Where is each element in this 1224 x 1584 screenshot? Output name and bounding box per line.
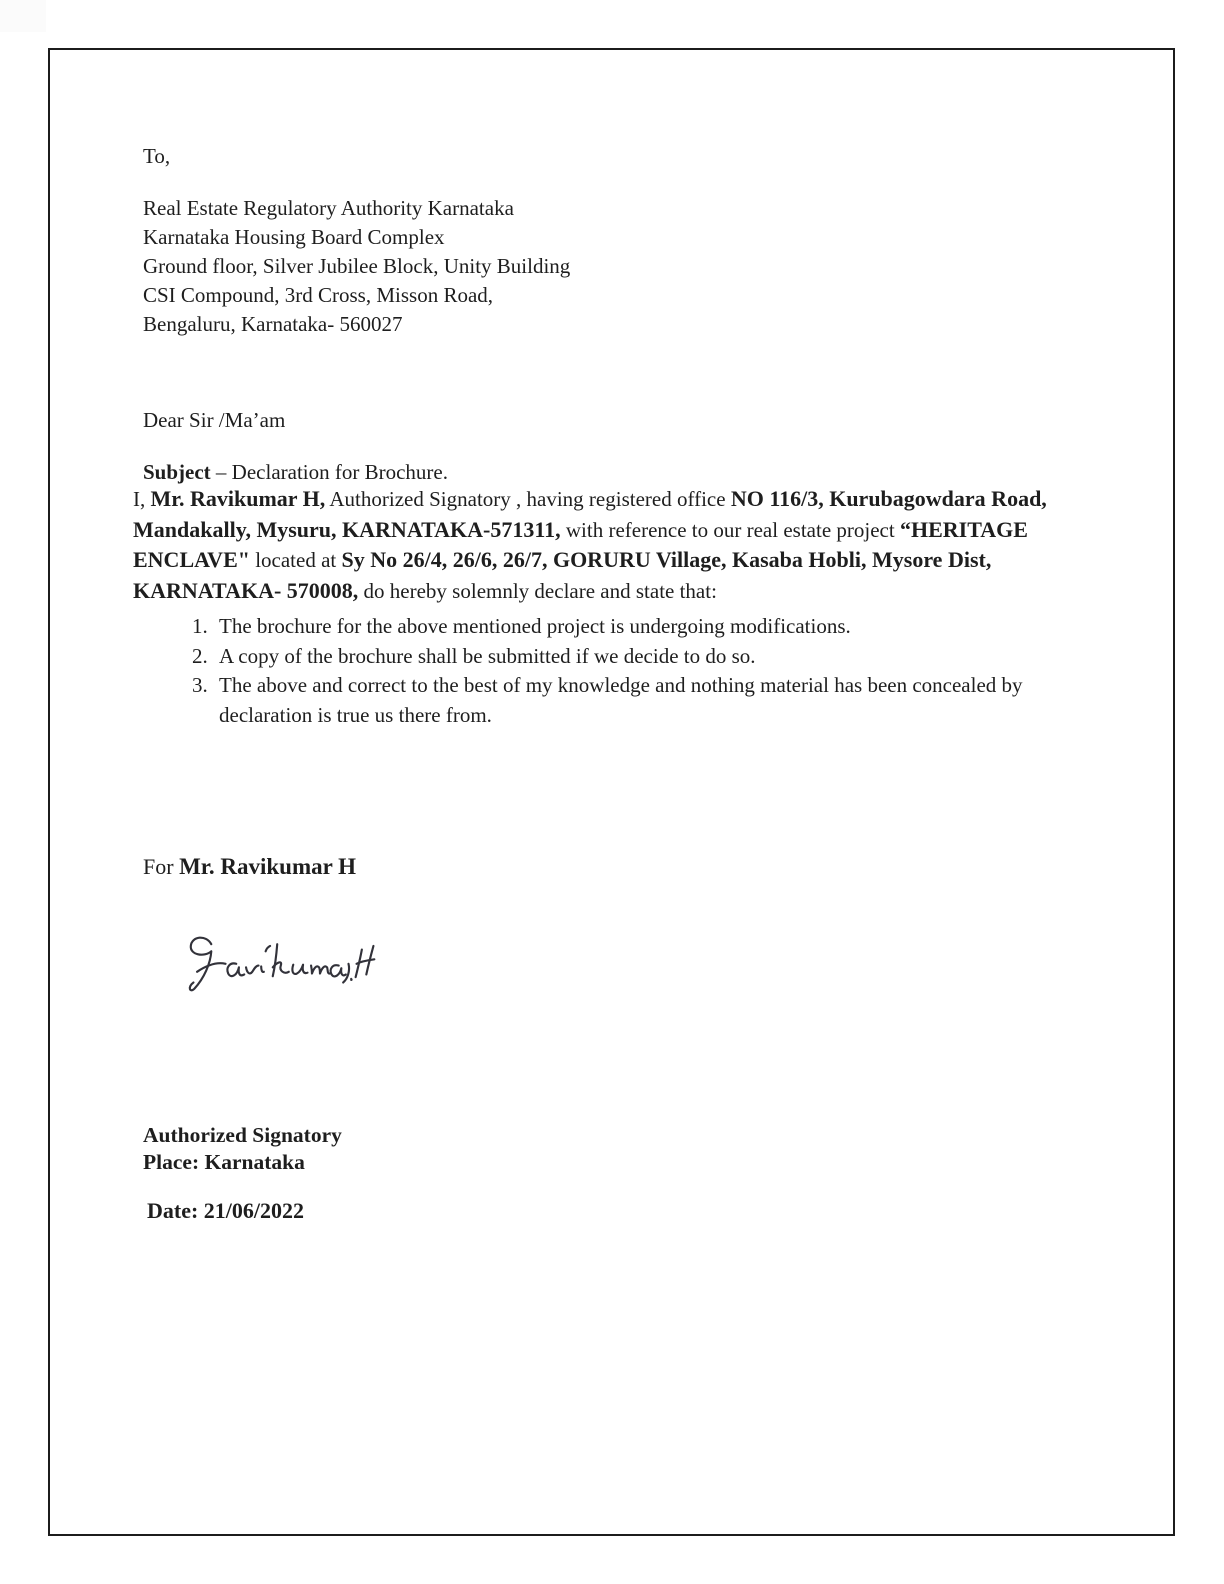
declaration-segment: do hereby solemnly declare and state that: (358, 578, 717, 603)
signatory-title: Authorized Signatory (143, 1123, 342, 1147)
declaration-segment: Authorized Signatory , having registered office (325, 487, 731, 511)
declaration-item: 2. A copy of the brochure shall be submitted if we decide to do so. (213, 642, 1033, 672)
to-label: To, (143, 144, 171, 168)
declaration-item: 1. The brochure for the above mentioned project is undergoing modifications. (213, 612, 1033, 642)
declaration-segment: located at (249, 548, 342, 572)
salutation: Dear Sir /Ma’am (143, 408, 286, 432)
scan-artifact (0, 0, 46, 32)
subject-line (143, 458, 448, 487)
declaration-segment: I, (133, 487, 151, 511)
address-line: Bengaluru, Karnataka- 560027 (143, 312, 403, 336)
address-line: Real Estate Regulatory Authority Karnataka (143, 196, 514, 220)
place-line: Place: Karnataka (143, 1150, 305, 1174)
address-line: CSI Compound, 3rd Cross, Misson Road, (143, 283, 494, 307)
address-line: Karnataka Housing Board Complex (143, 225, 445, 249)
declaration-paragraph (133, 484, 1065, 606)
signoff-block (143, 1122, 342, 1176)
declaration-segment: “HERITAGE ENCLAVE" (133, 516, 1028, 572)
handwritten-signature (181, 928, 377, 996)
declaration-segment: with reference to our real estate project (560, 517, 900, 542)
subject-text: – Declaration for Brochure. (210, 460, 448, 484)
closing-line (143, 852, 356, 881)
subject-label: Subject (143, 460, 211, 484)
declaration-item: 3. The above and correct to the best of my knowledge and nothing material has been concealed by declaration is true us there from. (213, 671, 1033, 730)
declaration-list (133, 612, 1033, 730)
recipient-address (143, 194, 570, 339)
closing-name: Mr. Ravikumar H (179, 854, 357, 879)
declaration-segment: Mr. Ravikumar H, (150, 486, 326, 511)
date-line: Date: 21/06/2022 (147, 1198, 305, 1223)
address-line: Ground floor, Silver Jubilee Block, Unity Building (143, 254, 571, 278)
declaration-segment: NO 116/3, Kurubagowdara Road, Mandakally, Mysuru, KARNATAKA-571311, (133, 486, 1047, 542)
closing-for: For (143, 854, 180, 879)
declaration-segment: Sy No 26/4, 26/6, 26/7, GORURU Village, Kasaba Hobli, Mysore Dist, KARNATAKA- 570008, (133, 547, 992, 603)
signature-icon (181, 928, 377, 996)
